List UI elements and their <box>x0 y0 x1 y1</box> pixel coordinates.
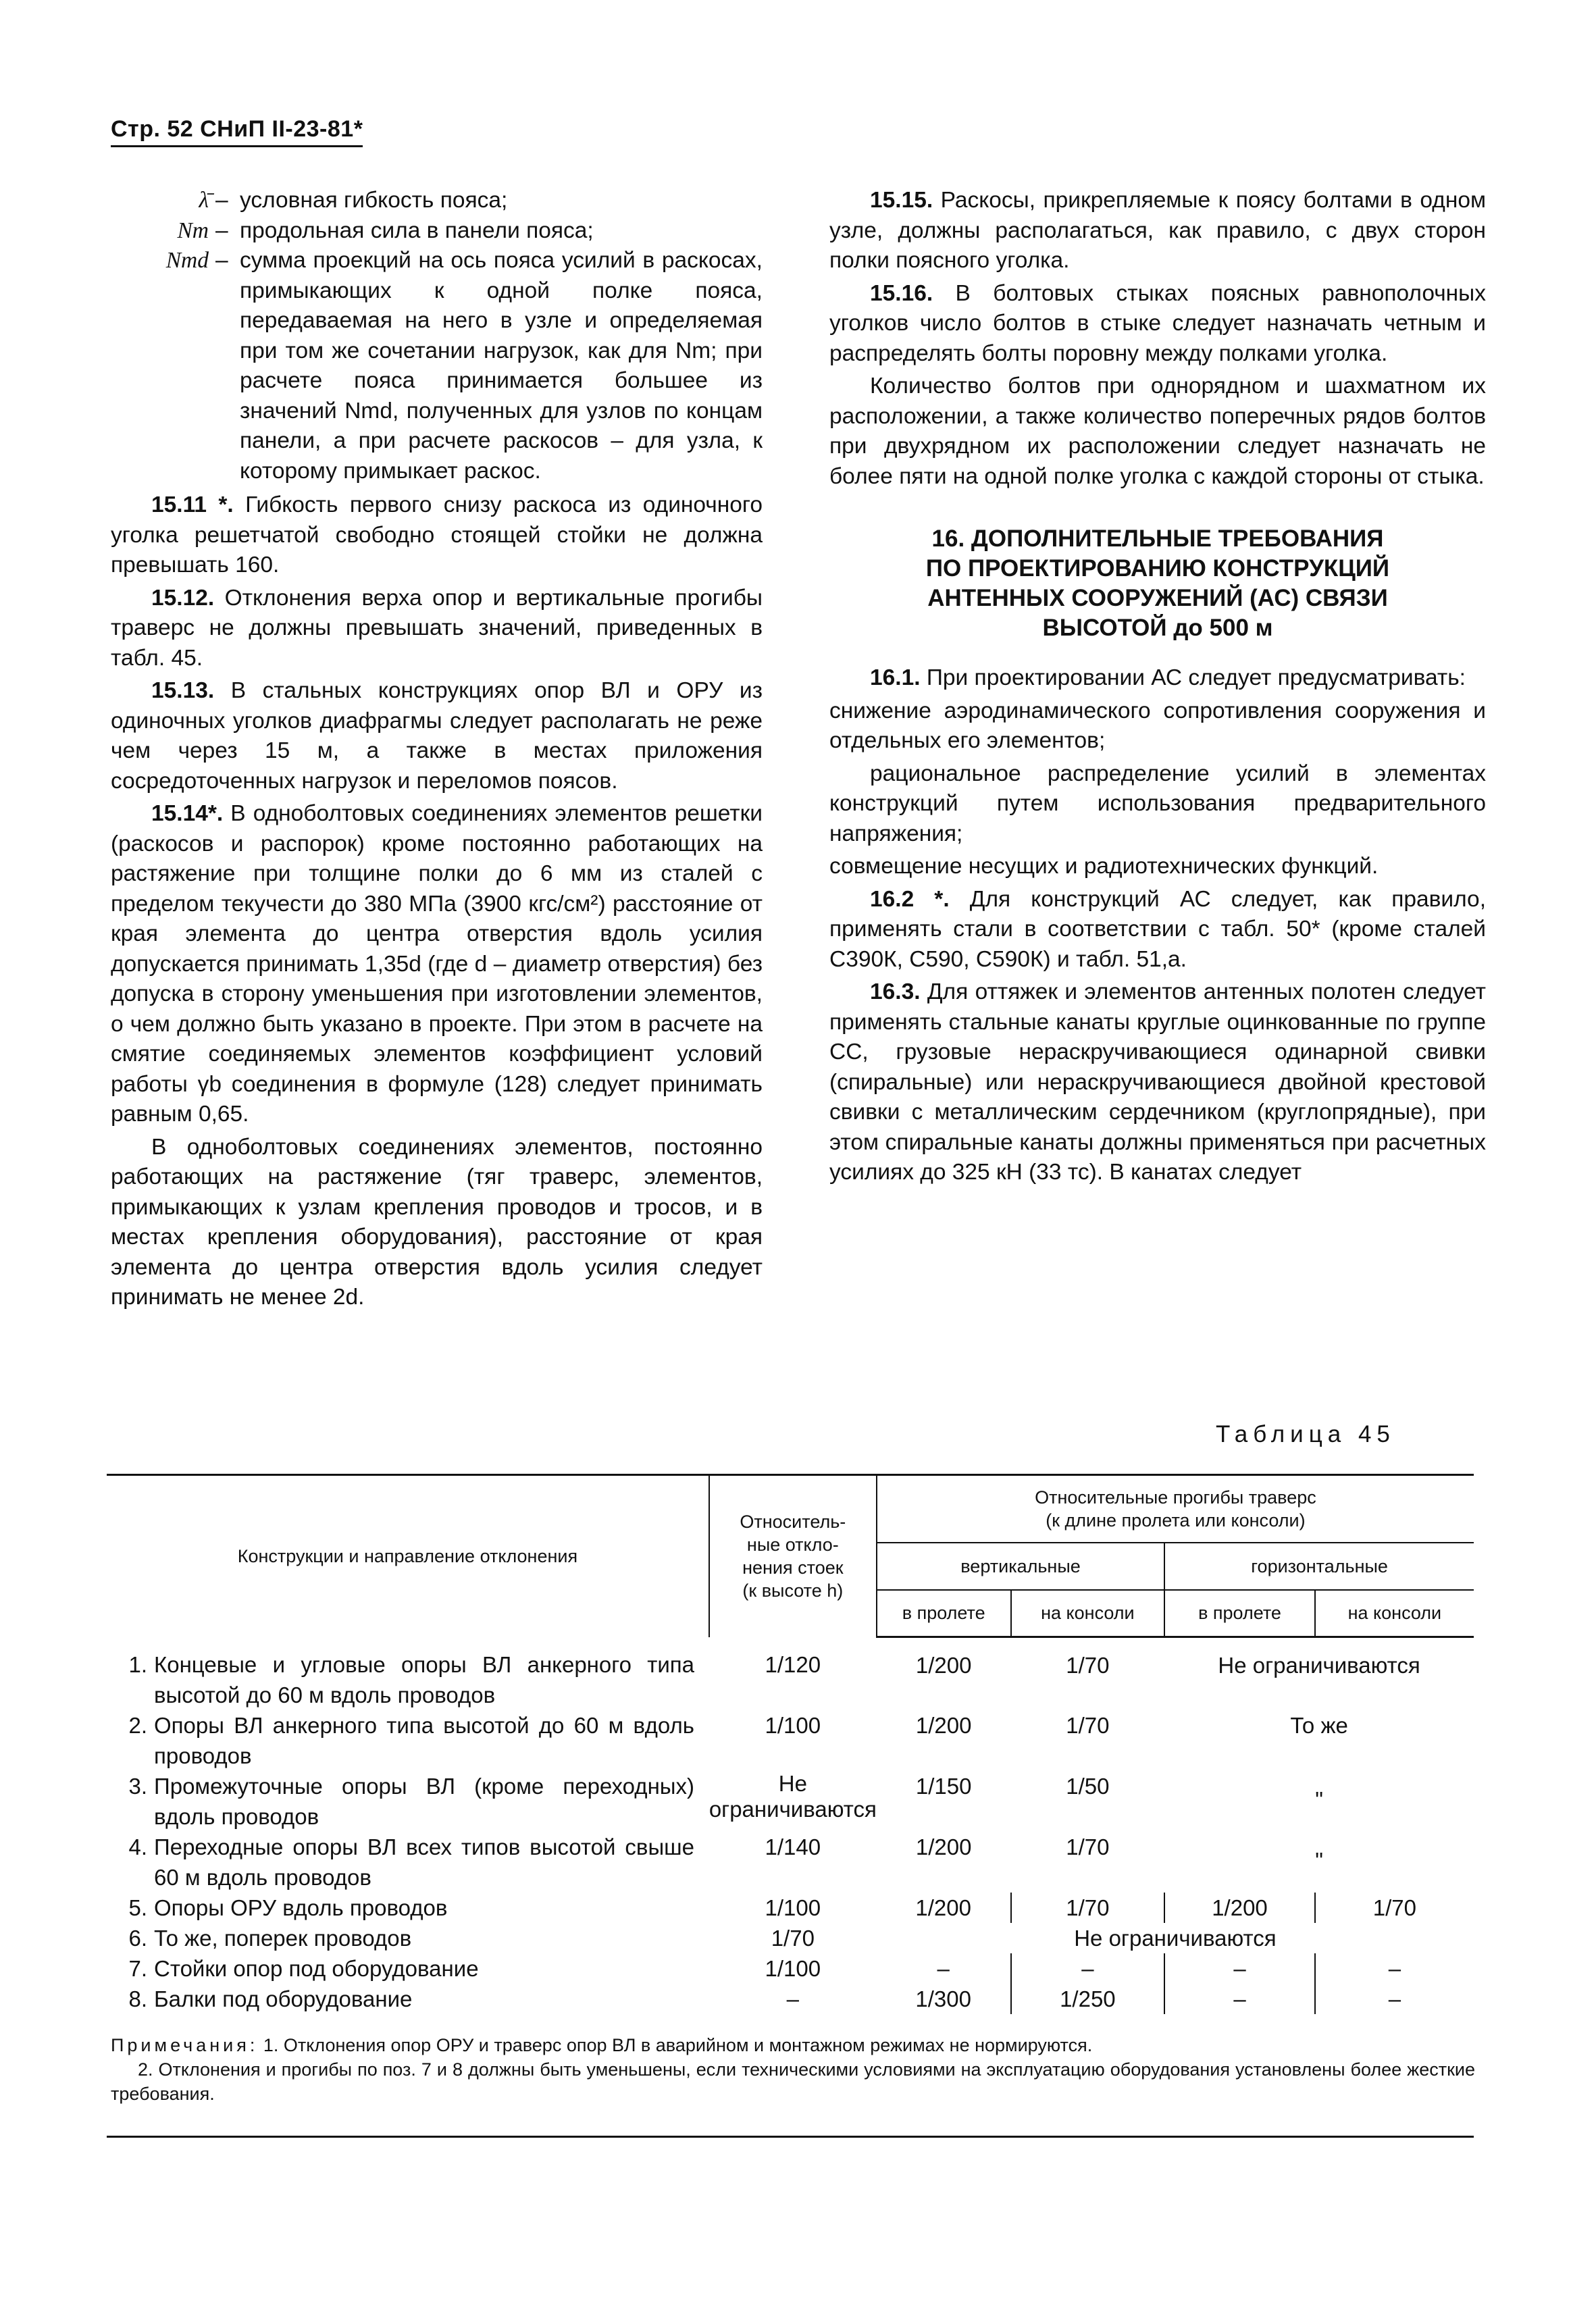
definition-text: продольная сила в панели пояса; <box>240 217 594 243</box>
row-label: Балки под оборудование <box>154 1986 413 2011</box>
paragraph-15-16 <box>829 279 1486 369</box>
paragraph-16-2 <box>829 885 1486 975</box>
paragraph-number: 15.14*. <box>151 801 224 826</box>
paragraph-number: 16.3. <box>870 979 921 1004</box>
paragraph-16-3 <box>829 977 1486 1188</box>
table-row <box>107 1710 1474 1771</box>
cell-relative-deviation: 1/100 <box>765 1955 821 1981</box>
section-title-line: АНТЕННЫХ СООРУЖЕНИЙ (АС) СВЯЗИ <box>927 585 1388 611</box>
cell-relative-deviation: Не ограничиваются <box>709 1770 877 1822</box>
row-name-cell <box>107 1710 709 1771</box>
cell-vertical-span: – <box>937 1955 950 1981</box>
dash: – <box>215 217 228 243</box>
paragraph-number: 16.2 *. <box>870 886 950 912</box>
header-vertical-span: в пролете <box>877 1590 1011 1637</box>
definition-text: условная гибкость пояса; <box>240 188 508 213</box>
symbol: Nmd <box>165 248 209 273</box>
cell-vertical-span: 1/200 <box>915 1712 972 1738</box>
cell-horizontal-span: 1/200 <box>1164 1893 1315 1923</box>
paragraph-number: 16.1. <box>870 665 921 690</box>
table-row <box>107 1984 1474 2014</box>
cell-horizontal: То же <box>1290 1712 1348 1738</box>
cell-relative-deviation: 1/140 <box>765 1834 821 1859</box>
cell-horizontal: " <box>1315 1847 1323 1873</box>
cell-vertical-console: – <box>1011 1953 1165 1984</box>
row-number: 2. <box>128 1712 147 1738</box>
cell-horizontal: " <box>1315 1786 1323 1812</box>
dash: – <box>215 188 228 213</box>
cell-relative-deviation: 1/70 <box>771 1925 815 1951</box>
header-line: (к высоте h) <box>742 1580 844 1601</box>
table-row <box>107 1832 1474 1893</box>
bottom-rule <box>107 2136 1474 2138</box>
left-column <box>111 186 763 1316</box>
paragraph-text: При проектировании АС следует предусматривать: <box>926 665 1466 690</box>
row-number: 6. <box>128 1925 147 1951</box>
row-name-cell <box>107 1984 709 2014</box>
note-text: 1. Отклонения опор ОРУ и траверс опор ВЛ в аварийном и монтажном режимах не нормируются. <box>263 2035 1093 2055</box>
cell-relative-deviation: 1/100 <box>765 1712 821 1738</box>
cell-horizontal-span: – <box>1164 1984 1315 2014</box>
row-number: 1. <box>128 1651 147 1677</box>
section-title-line: ПО ПРОЕКТИРОВАНИЮ КОНСТРУКЦИЙ <box>925 555 1390 582</box>
paragraph-15-13 <box>111 676 763 796</box>
definition-lambda <box>111 186 763 216</box>
right-column <box>829 186 1486 1191</box>
row-name-cell <box>107 1771 709 1832</box>
notes-label: Примечания: <box>111 2035 259 2055</box>
row-number: 3. <box>128 1773 147 1799</box>
row-name-cell <box>107 1893 709 1923</box>
cell-vertical-console: 1/70 <box>1066 1834 1110 1859</box>
symbol: Nm <box>177 217 209 243</box>
table-row <box>107 1771 1474 1832</box>
header-vertical: вертикальные <box>877 1543 1164 1590</box>
paragraph-number: 15.11 *. <box>151 492 234 517</box>
cell-vertical-console: 1/50 <box>1066 1773 1110 1799</box>
row-label: Опоры ОРУ вдоль проводов <box>154 1895 448 1920</box>
row-number: 5. <box>128 1895 147 1920</box>
cell-vertical-console: 1/250 <box>1011 1984 1165 2014</box>
page-header: Стр. 52 СНиП II-23-81* <box>111 116 363 147</box>
note-1 <box>111 2033 1475 2057</box>
paragraph-number: 15.13. <box>151 678 215 703</box>
header-horizontal-span: в пролете <box>1164 1590 1315 1637</box>
cell-relative-deviation: 1/120 <box>765 1651 821 1677</box>
table-row <box>107 1893 1474 1923</box>
paragraph-15-14 <box>111 799 763 1130</box>
table-caption: Таблица 45 <box>1216 1421 1395 1447</box>
paragraph-number: 15.16. <box>870 280 933 306</box>
row-label: То же, поперек проводов <box>154 1925 412 1951</box>
paragraph-text: В болтовых стыках поясных равнополочных уголков число болтов в стыке следует назначать четным и распределять болты поровну между полками уголка. <box>829 280 1487 366</box>
paragraph-15-11 <box>111 490 763 581</box>
dash: – <box>215 248 228 273</box>
row-label: Промежуточные опоры ВЛ (кроме переходных) вдоль проводов <box>154 1773 694 1829</box>
paragraph-16-1-item-c: совмещение несущих и радиотехнических функций. <box>829 854 1379 879</box>
header-construction: Конструкции и направление отклонения <box>107 1475 709 1637</box>
paragraph-text: В стальных конструкциях опор ВЛ и ОРУ из одиночных уголков диафрагмы следует располагать не реже чем через 15 м, а также в местах приложения сосредоточенных нагрузок и переломов поясов. <box>111 678 763 794</box>
section-title-line: ВЫСОТОЙ до 500 м <box>1042 615 1273 641</box>
header-relative-deflection <box>877 1475 1474 1543</box>
header-line: (к длине пролета или консоли) <box>1046 1510 1306 1531</box>
cell-vertical-span: 1/200 <box>915 1895 971 1920</box>
table-row <box>107 1637 1474 1710</box>
paragraph-text: Для оттяжек и элементов антенных полотен следует применять стальные канаты круглые оцинкованные по группе СС, грузовые нераскручивающиеся одинарной свивки (спиральные) или нераскручивающиеся двойной крестовой свивки с металлическим сердечником (круглопрядные), при этом спиральные канаты должны применяться при расчетных усилиях до 325 кН (33 тс). В канатах следует <box>829 979 1486 1185</box>
paragraph-text: Раскосы, прикрепляемые к поясу болтами в одном узле, должны располагаться, как правило, с двух сторон полки поясного уголка. <box>829 188 1486 273</box>
paragraph-15-12 <box>111 584 763 674</box>
row-label: Опоры ВЛ анкерного типа высотой до 60 м вдоль проводов <box>154 1712 694 1768</box>
definition-text: сумма проекций на ось пояса усилий в раскосах, примыкающих к одной полке пояса, передаваемая на него в узле и определяемая при том же сочетании нагрузок, как для Nm; при расчете пояса принимается большее из значений Nmd, полученных для узлов по концам панели, а при расчете раскосов – для узла, к которому примыкает раскос. <box>240 248 763 484</box>
row-name-cell <box>107 1953 709 1984</box>
row-number: 8. <box>128 1986 147 2011</box>
table-45 <box>107 1474 1474 2014</box>
cell-vertical-console: 1/70 <box>1066 1653 1110 1678</box>
paragraph-15-15 <box>829 186 1486 276</box>
cell-horizontal: Не ограничиваются <box>1218 1653 1420 1678</box>
header-line: нения стоек <box>742 1558 844 1578</box>
paragraph-text: Отклонения верха опор и вертикальные прогибы траверс не должны превышать значений, приведенных в табл. 45. <box>111 585 763 671</box>
table-row <box>107 1953 1474 1984</box>
definition-nmd <box>111 246 763 486</box>
paragraph-text: Для конструкций АС следует, как правило, применять стали в соответствии с табл. 50* (кроме сталей С390К, С590, С590К) и табл. 51,а. <box>829 886 1486 972</box>
header-horizontal: горизонтальные <box>1164 1543 1474 1590</box>
paragraph-number: 15.15. <box>870 188 933 213</box>
cell-vertical-span: 1/300 <box>915 1986 971 2011</box>
section-title-line: 16. ДОПОЛНИТЕЛЬНЫЕ ТРЕБОВАНИЯ <box>931 525 1384 552</box>
header-vertical-console: на консоли <box>1011 1590 1165 1637</box>
row-number: 4. <box>128 1834 147 1859</box>
cell-relative-deviation: – <box>786 1986 799 2011</box>
paragraph-16-1 <box>829 663 1486 694</box>
cell-relative-deviation: 1/100 <box>765 1895 821 1920</box>
paragraph-text: В одноболтовых соединениях элементов решетки (раскосов и распорок) кроме постоянно работающих на растяжение при толщине полки до 6 мм из сталей с пределом текучести до 380 МПа (3900 кгс/см²) расстояние от края элемента до центра отверстия вдоль усилия допускается принимать 1,35d (где d – диаметр отверстия) без допуска в сторону уменьшения при изготовлении элементов, о чем должно быть указано в проекте. При этом в расчете на смятие соединяемых элементов коэффициент условий работы γb соединения в формуле (128) следует принимать равным 0,65. <box>111 801 763 1127</box>
cell-vertical-span: 1/200 <box>915 1653 972 1678</box>
table-row <box>107 1923 1474 1953</box>
cell-vertical-span: 1/200 <box>915 1834 972 1859</box>
section-16-title <box>850 524 1466 643</box>
table-notes <box>111 2033 1475 2106</box>
header-line: Относитель- <box>740 1512 846 1533</box>
header-horizontal-console: на консоли <box>1315 1590 1474 1637</box>
cell-all-deflections: Не ограничиваются <box>1074 1925 1277 1951</box>
row-label: Переходные опоры ВЛ всех типов высотой свыше 60 м вдоль проводов <box>154 1834 694 1890</box>
cell-vertical-span: 1/150 <box>915 1773 972 1799</box>
cell-horizontal-console: – <box>1315 1984 1474 2014</box>
row-label: Концевые и угловые опоры ВЛ анкерного типа высотой до 60 м вдоль проводов <box>154 1651 694 1707</box>
cell-horizontal-console: – <box>1315 1953 1474 1984</box>
header-line: ные откло- <box>746 1535 839 1555</box>
definition-nm <box>111 216 763 247</box>
row-number: 7. <box>128 1955 147 1981</box>
paragraph-15-14-continued: В одноболтовых соединениях элементов, постоянно работающих на растяжение (тяг траверс, элементов, примыкающих к узлам крепления проводов и тросов, и в местах крепления оборудования), расстояние от края элемента до центра отверстия вдоль усилия следует принимать не менее 2d. <box>111 1134 763 1310</box>
cell-horizontal-span: – <box>1164 1953 1315 1984</box>
paragraph-16-1-item-a: снижение аэродинамического сопротивления сооружения и отдельных его элементов; <box>829 698 1486 753</box>
symbol: λ̄ <box>199 188 209 213</box>
cell-vertical-console: 1/70 <box>1011 1893 1165 1923</box>
row-name-cell <box>107 1637 709 1710</box>
note-2: 2. Отклонения и прогибы по поз. 7 и 8 должны быть уменьшены, если техническими условиями на эксплуатацию оборудования установлены более жесткие требования. <box>111 2059 1475 2104</box>
row-name-cell <box>107 1832 709 1893</box>
cell-vertical-console: 1/70 <box>1066 1712 1110 1738</box>
paragraph-16-1-item-b: рациональное распределение усилий в элементах конструкций путем использования предварительного напряжения; <box>829 761 1486 846</box>
row-label: Стойки опор под оборудование <box>154 1955 479 1981</box>
paragraph-15-16-continued: Количество болтов при однорядном и шахматном их расположении, а также количество поперечных рядов болтов при двухрядном их расположении следует назначать не более пяти на одной полке уголка с каждой стороны от стыка. <box>829 374 1486 489</box>
paragraph-text: Гибкость первого снизу раскоса из одиночного уголка решетчатой свободно стоящей стойки не должна превышать 160. <box>111 492 763 577</box>
cell-horizontal-console: 1/70 <box>1315 1893 1474 1923</box>
header-line: Относительные прогибы траверс <box>1035 1487 1316 1508</box>
row-name-cell <box>107 1923 709 1953</box>
header-relative-deviation <box>709 1475 877 1637</box>
paragraph-number: 15.12. <box>151 585 215 611</box>
